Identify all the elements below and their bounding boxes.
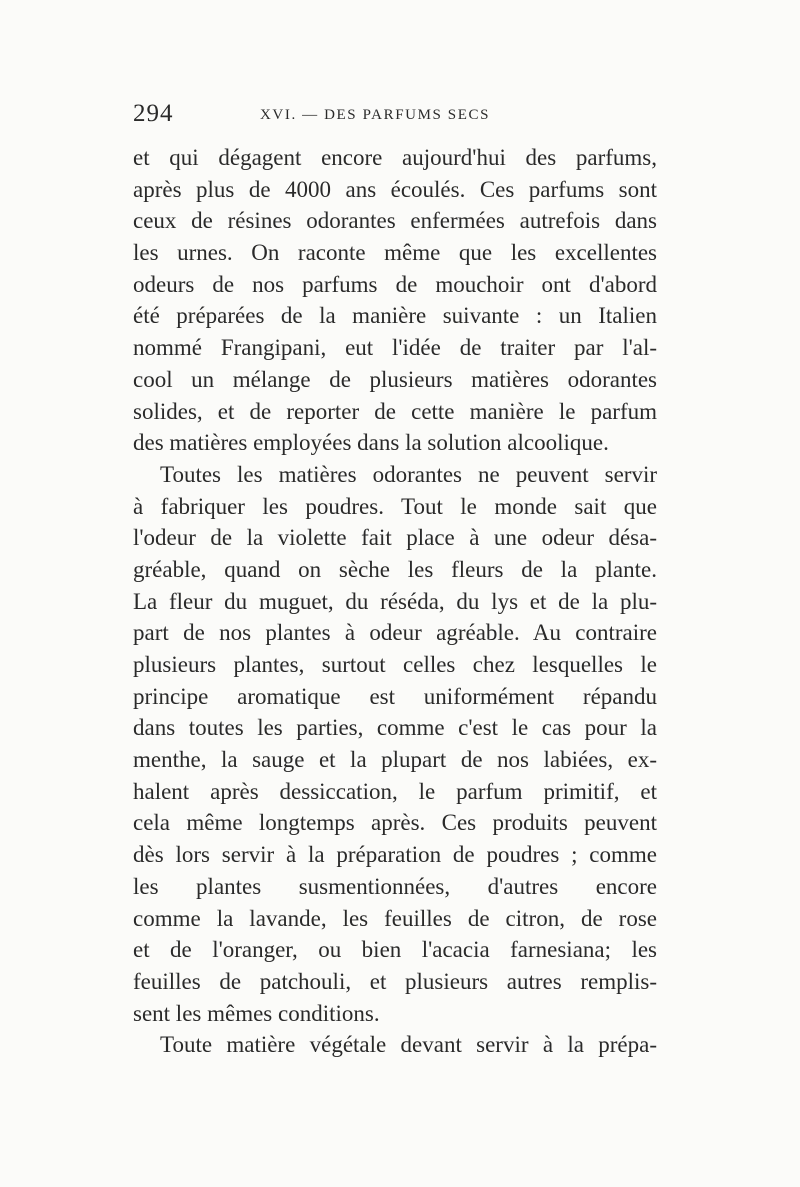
text-line: dès lors servir à la préparation de poudres ; comme: [133, 842, 657, 868]
running-head: XVI. — DES PARFUMS SECS: [260, 107, 491, 123]
text-line: et de l'oranger, ou bien l'acacia farnesiana; les: [133, 937, 657, 963]
text-line: cool un mélange de plusieurs matières odorantes: [133, 366, 657, 392]
text-line: à fabriquer les poudres. Tout le monde sait que: [133, 493, 657, 519]
text-line: part de nos plantes à odeur agréable. Au contraire: [133, 620, 657, 646]
text-line: l'odeur de la violette fait place à une odeur désa-: [133, 525, 657, 551]
text-line: menthe, la sauge et la plupart de nos labiées, ex-: [133, 747, 657, 773]
text-line: après plus de 4000 ans écoulés. Ces parfums sont: [133, 176, 657, 202]
text-line: sent les mêmes conditions.: [133, 1000, 380, 1026]
text-line: dans toutes les parties, comme c'est le cas pour la: [133, 715, 657, 741]
text-line: feuilles de patchouli, et plusieurs autres remplis-: [133, 968, 657, 994]
text-line: La fleur du muguet, du réséda, du lys et de la plu-: [133, 588, 657, 614]
text-line: nommé Frangipani, eut l'idée de traiter par l'al-: [133, 335, 657, 361]
text-line: halent après dessiccation, le parfum primitif, et: [133, 778, 657, 804]
text-line: principe aromatique est uniformément répandu: [133, 683, 657, 709]
text-line: et qui dégagent encore aujourd'hui des parfums,: [133, 145, 657, 170]
text-line: cela même longtemps après. Ces produits peuvent: [133, 810, 657, 836]
page-number: 294: [133, 100, 174, 127]
text-line: comme la lavande, les feuilles de citron, de rose: [133, 905, 657, 931]
text-line: été préparées de la manière suivante : un Italien: [133, 303, 657, 329]
page-header: [133, 100, 653, 130]
body-text: [133, 142, 657, 1061]
text-line: plusieurs plantes, surtout celles chez lesquelles le: [133, 652, 657, 677]
text-line: des matières employées dans la solution alcoolique.: [133, 430, 609, 456]
paragraph-first-line: Toutes les matières odorantes ne peuvent servir: [160, 461, 657, 487]
text-line: gréable, quand on sèche les fleurs de la plante.: [133, 556, 657, 582]
paragraph-first-line: Toute matière végétale devant servir à la prépa-: [160, 1032, 657, 1058]
text-line: ceux de résines odorantes enfermées autrefois dans: [133, 208, 657, 234]
text-line: solides, et de reporter de cette manière le parfum: [133, 398, 657, 424]
text-line: les plantes susmentionnées, d'autres encore: [133, 873, 657, 899]
text-line: les urnes. On raconte même que les excellentes: [133, 240, 657, 266]
text-line: odeurs de nos parfums de mouchoir ont d'abord: [133, 271, 657, 297]
